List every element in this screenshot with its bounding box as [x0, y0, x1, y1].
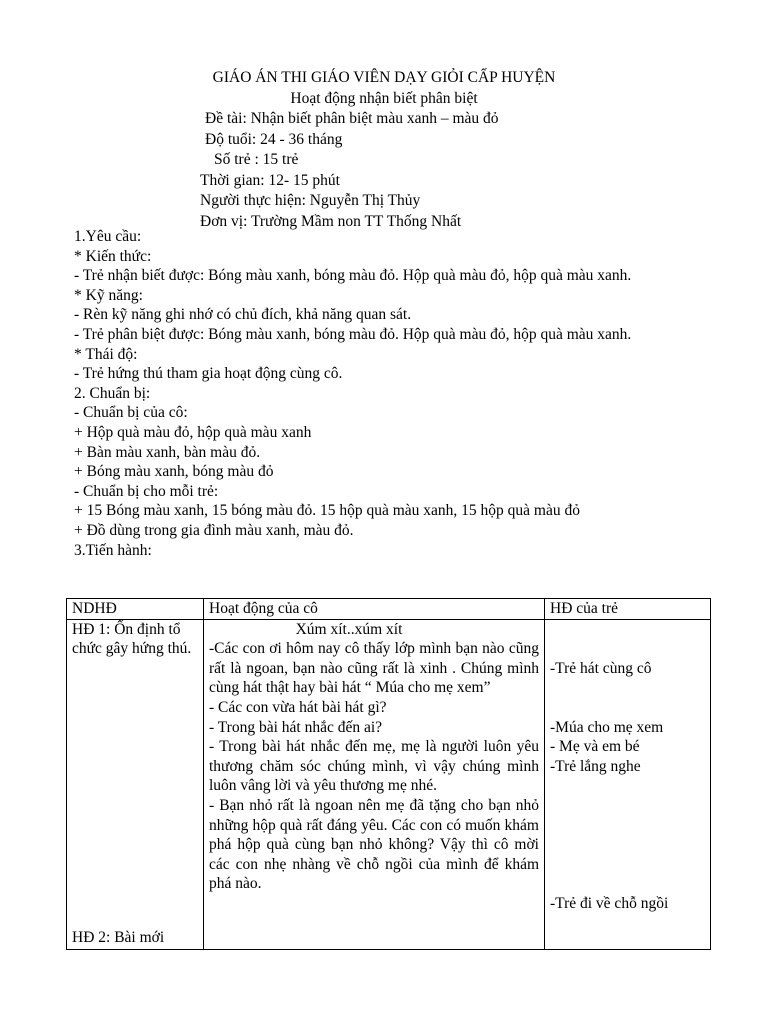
teacher-paragraph: - Bạn nhỏ rất là ngoan nên mẹ đã tặng cho bạn nhỏ những hộp quà rất đáng yêu. Các con có muốn khám phá hộp quà cùng bạn nhỏ không? Vậy thì cô mời các con nhẹ nhàng về chỗ ngồi của mình để khám phá nào. [209, 796, 539, 893]
teacher-activity-cell [204, 619, 545, 949]
list-item: + Đồ dùng trong gia đình màu xanh, màu đỏ. [74, 521, 354, 539]
subheading-skills: * Kỹ năng: [74, 286, 143, 304]
paragraph: - Chuẩn bị cho mỗi trẻ: [74, 482, 219, 500]
table-header-row [67, 599, 711, 620]
child-activity-cell [545, 619, 711, 949]
teacher-paragraph: - Các con vừa hát bài hát gì? [209, 698, 387, 716]
activity-line: Hoạt động nhận biết phân biệt [290, 89, 478, 107]
age-line: Độ tuổi: 24 - 36 tháng [205, 130, 343, 148]
child-count-line: Số trẻ : 15 trẻ [214, 151, 299, 168]
subheading-knowledge: * Kiến thức: [74, 247, 152, 265]
child-response: -Trẻ đi về chỗ ngồi [550, 894, 669, 912]
table-row [67, 619, 711, 949]
stage-hd1: HĐ 1: Ổn định tổ chức gây hứng thú. [72, 620, 192, 658]
document-header [0, 68, 768, 232]
list-item: + Bóng màu xanh, bóng màu đỏ [74, 463, 274, 481]
document-title: GIÁO ÁN THI GIÁO VIÊN DẠY GIỎI CẤP HUYỆN [212, 69, 556, 86]
paragraph: - Trẻ hứng thú tham gia hoạt động cùng cô. [74, 365, 343, 383]
teacher-line: Người thực hiện: Nguyễn Thị Thủy [200, 192, 421, 209]
child-response: - Mẹ và em bé [550, 738, 640, 756]
teacher-paragraph: -Các con ơi hôm nay cô thấy lớp mình bạn nào cũng rất là ngoan, bạn nào cũng rất là xinh . Chúng mình cùng hát thật hay bài hát “ Múa cho mẹ xem” [209, 640, 539, 697]
column-header: NDHĐ [67, 599, 204, 620]
column-header: Hoạt động của cô [204, 599, 545, 620]
list-item: + Hộp quà màu đỏ, hộp quà màu xanh [74, 423, 312, 441]
column-header: HĐ của trẻ [545, 599, 711, 620]
time-line: Thời gian: 12- 15 phút [200, 171, 340, 189]
section-heading-requirements: 1.Yêu cầu: [74, 228, 142, 245]
child-response: -Múa cho mẹ xem [550, 718, 664, 736]
stage-cell [67, 619, 204, 949]
section-heading-preparation: 2. Chuẩn bị: [74, 384, 151, 402]
paragraph: - Rèn kỹ năng ghi nhớ có chủ đích, khả năng quan sát. [74, 306, 412, 324]
teacher-paragraph: - Trong bài hát nhắc đến ai? [209, 718, 383, 736]
activity-table [66, 598, 711, 950]
list-item: + Bàn màu xanh, bàn màu đỏ. [74, 443, 261, 461]
child-response: -Trẻ lắng nghe [550, 757, 641, 775]
paragraph: - Trẻ nhận biết được: Bóng màu xanh, bóng màu đỏ. Hộp quà màu đỏ, hộp quà màu xanh. [74, 267, 632, 285]
song-title: Xúm xít..xúm xít [295, 620, 403, 638]
topic-line: Đề tài: Nhận biết phân biệt màu xanh – màu đỏ [205, 110, 499, 127]
stage-hd2: HĐ 2: Bài mới [72, 929, 165, 946]
unit-line: Đơn vị: Trường Mầm non TT Thống Nhất [200, 212, 462, 230]
section-heading-procedure: 3.Tiến hành: [74, 541, 152, 559]
lesson-body [74, 227, 698, 560]
paragraph: - Trẻ phân biệt được: Bóng màu xanh, bóng màu đỏ. Hộp quà màu đỏ, hộp quà màu xanh. [74, 325, 632, 343]
child-response: -Trẻ hát cùng cô [550, 659, 652, 677]
paragraph: - Chuẩn bị của cô: [74, 404, 188, 422]
subheading-attitude: * Thái độ: [74, 345, 138, 363]
list-item: + 15 Bóng màu xanh, 15 bóng màu đỏ. 15 hộp quà màu xanh, 15 hộp quà màu đỏ [74, 502, 580, 520]
teacher-paragraph: - Trong bài hát nhắc đến mẹ, mẹ là người luôn yêu thương chăm sóc chúng mình, vì vậy chúng mình luôn vâng lời và yêu thương mẹ nhé. [209, 738, 539, 795]
